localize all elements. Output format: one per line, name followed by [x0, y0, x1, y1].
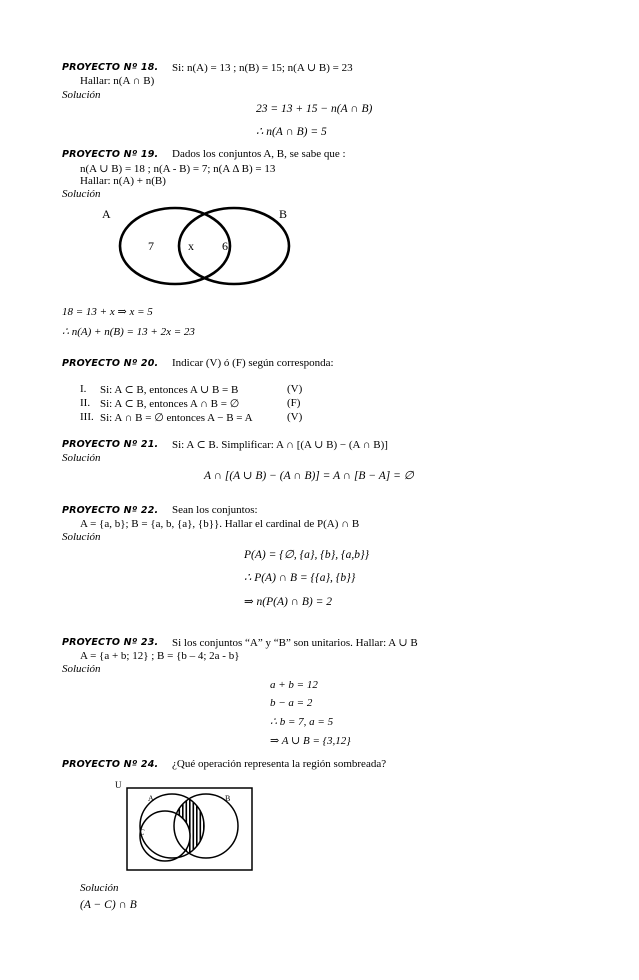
- p20-item-text: Si: A ⊂ B, entonces A ∩ B = ∅: [100, 398, 240, 410]
- p20-item-text: Si: A ∩ B = ∅ entonces A − B = A: [100, 412, 253, 424]
- venn-region-right: 6: [222, 239, 228, 253]
- p24-answer: (A − C) ∩ B: [80, 899, 137, 911]
- venn-circle-a: [120, 208, 230, 284]
- p19-eq2: ∴ n(A) + n(B) = 13 + 2x = 23: [62, 326, 195, 338]
- p21-statement: Si: A ⊂ B. Simplificar: A ∩ [(A ∪ B) − (A ∩ B)]: [172, 439, 388, 451]
- venn-circle-b: [179, 208, 289, 284]
- p23-eq1: a + b = 12: [270, 679, 318, 691]
- p20-item-answer: (F): [287, 397, 301, 409]
- p19-statement: Dados los conjuntos A, B, se sabe que :: [172, 148, 346, 160]
- p19-venn-diagram: [90, 200, 310, 305]
- p22-solution-label: Solución: [62, 531, 101, 543]
- p24-statement: ¿Qué operación representa la región sombreada?: [172, 758, 387, 770]
- p20-item-answer: (V): [287, 411, 303, 423]
- p19-solution-label: Solución: [62, 188, 101, 200]
- p21-solution-label: Solución: [62, 452, 101, 464]
- venn-label-b: B: [279, 207, 288, 221]
- label-b: B: [225, 794, 231, 803]
- p21-eq1: A ∩ [(A ∪ B) − (A ∩ B)] = A ∩ [B − A] = ∅: [204, 470, 414, 482]
- p23-eq2: b − a = 2: [270, 697, 313, 709]
- p23-statement: Si los conjuntos “A” y “B” son unitarios. Hallar: A ∪ B: [172, 637, 418, 649]
- p22-label: PROYECTO Nº 22.: [62, 505, 159, 516]
- p20-statement: Indicar (V) ó (F) según corresponda:: [172, 357, 334, 369]
- p20-label: PROYECTO Nº 20.: [62, 358, 159, 369]
- venn-label-a: A: [102, 207, 111, 221]
- p22-line2: A = {a, b}; B = {a, b, {a}, {b}}. Hallar el cardinal de P(A) ∩ B: [80, 518, 360, 530]
- p23-eq4: ⇒ A ∪ B = {3,12}: [270, 735, 351, 747]
- p18-statement: Si: n(A) = 13 ; n(B) = 15; n(A ∪ B) = 23: [172, 62, 353, 74]
- p20-item-answer: (V): [287, 383, 303, 395]
- p24-solution-label: Solución: [80, 882, 119, 894]
- p24-label: PROYECTO Nº 24.: [62, 759, 159, 770]
- venn-region-middle: x: [188, 239, 194, 253]
- p24-venn-diagram: [112, 780, 262, 875]
- p19-label: PROYECTO Nº 19.: [62, 149, 159, 160]
- p20-item-num: III.: [80, 411, 94, 423]
- p19-eq1: 18 = 13 + x ⇒ x = 5: [62, 306, 153, 318]
- p18-solution-label: Solución: [62, 89, 101, 101]
- label-a: A: [148, 794, 154, 803]
- p23-solution-label: Solución: [62, 663, 101, 675]
- p20-item-num: II.: [80, 397, 91, 409]
- p22-eq3: ⇒ n(P(A) ∩ B) = 2: [244, 596, 332, 608]
- p19-find: Hallar: n(A) + n(B): [80, 175, 166, 187]
- p18-label: PROYECTO Nº 18.: [62, 62, 159, 73]
- p22-eq1: P(A) = {∅, {a}, {b}, {a,b}}: [244, 549, 370, 561]
- label-c: C: [139, 828, 145, 837]
- p23-eq3: ∴ b = 7, a = 5: [270, 716, 334, 728]
- p23-label: PROYECTO Nº 23.: [62, 637, 159, 648]
- venn-region-left: 7: [148, 239, 154, 253]
- p22-statement: Sean los conjuntos:: [172, 504, 258, 516]
- p19-line2: n(A ∪ B) = 18 ; n(A - B) = 7; n(A Δ B) = 13: [80, 163, 276, 175]
- label-u: U: [115, 780, 122, 790]
- p20-item-text: Si: A ⊂ B, entonces A ∪ B = B: [100, 384, 239, 396]
- p18-eq2: ∴ n(A ∩ B) = 5: [256, 126, 327, 138]
- p21-label: PROYECTO Nº 21.: [62, 439, 159, 450]
- p23-line2: A = {a + b; 12} ; B = {b – 4; 2a - b}: [80, 650, 240, 662]
- p18-eq1: 23 = 13 + 15 − n(A ∩ B): [256, 103, 373, 115]
- p22-eq2: ∴ P(A) ∩ B = {{a}, {b}}: [244, 572, 356, 584]
- p18-find: Hallar: n(A ∩ B): [80, 75, 155, 87]
- p20-item-num: I.: [80, 383, 87, 395]
